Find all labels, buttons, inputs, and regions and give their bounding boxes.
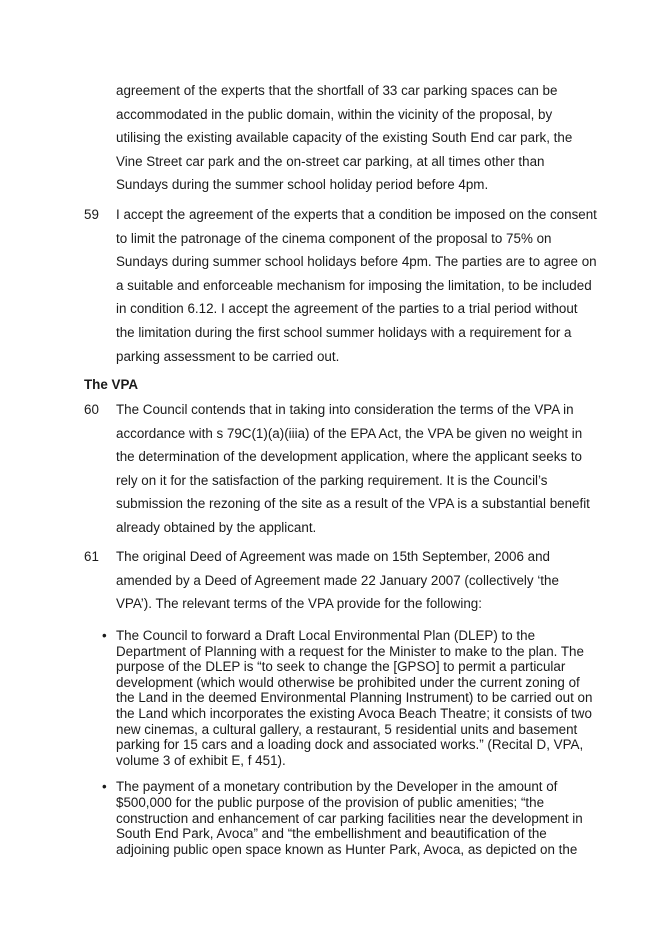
bullet-icon: •	[102, 779, 107, 795]
paragraph-number: 61	[84, 549, 99, 564]
continuation-paragraph: agreement of the experts that the shortfall of 33 car parking spaces can be accommodated in the public domain, within the vicinity of the proposal, by utilising the existing available capacity of the existing South End car park, the Vine Street car park and the on-street car parking, at all times other than Sundays during the summer school holiday period before 4pm.	[116, 83, 573, 193]
paragraph-text: The original Deed of Agreement was made on 15th September, 2006 and amended by a Deed of Agreement made 22 January 2007 (collectively ‘the VPA’). The relevant terms of the VPA provide for the following:	[116, 549, 559, 612]
list-item-text: The payment of a monetary contribution by the Developer in the amount of $500,000 for the public purpose of the provision of public amenities; “the construction and enhancement of car parking facilities near the development in South End Park, Avoca” and “the embellishment and beautification of the adjoining public open space known as Hunter Park, Avoca, as depicted on the	[116, 779, 583, 857]
section-heading: The VPA	[84, 377, 139, 392]
paragraph-text: I accept the agreement of the experts that a condition be imposed on the consent to limit the patronage of the cinema component of the proposal to 75% on Sundays during summer school holidays before 4pm. The parties are to agree on a suitable and enforceable mechanism for imposing the limitation, to be included in condition 6.12. I accept the agreement of the parties to a trial period without the limitation during the first school summer holidays with a requirement for a parking assessment to be carried out.	[116, 207, 597, 364]
paragraph-number: 59	[84, 207, 99, 222]
paragraph-number: 60	[84, 402, 99, 417]
list-item	[0, 779, 670, 857]
vpa-terms-list	[0, 628, 670, 857]
bullet-icon: •	[102, 628, 107, 643]
list-item	[0, 628, 670, 768]
list-item-text: The Council to forward a Draft Local Environmental Plan (DLEP) to the Department of Planning with a request for the Minister to make to the plan. The purpose of the DLEP is “to seek to change the [GPSO] to permit a particular development (which would otherwise be prohibited under the current zoning of the Land in the deemed Environmental Planning Instrument) to be carried out on the Land which incorporates the existing Avoca Beach Theatre; it consists of two new cinemas, a cultural gallery, a restaurant, 5 residential units and basement parking for 15 cars and a loading dock and associated works.” (Recital D, VPA, volume 3 of exhibit E, f 451).	[116, 628, 593, 768]
paragraph-text: The Council contends that in taking into consideration the terms of the VPA in accordance with s 79C(1)(a)(iiia) of the EPA Act, the VPA be given no weight in the determination of the development application, where the applicant seeks to rely on it for the satisfaction of the parking requirement. It is the Council’s submission the rezoning of the site as a result of the VPA is a substantial benefit already obtained by the applicant.	[116, 402, 590, 535]
